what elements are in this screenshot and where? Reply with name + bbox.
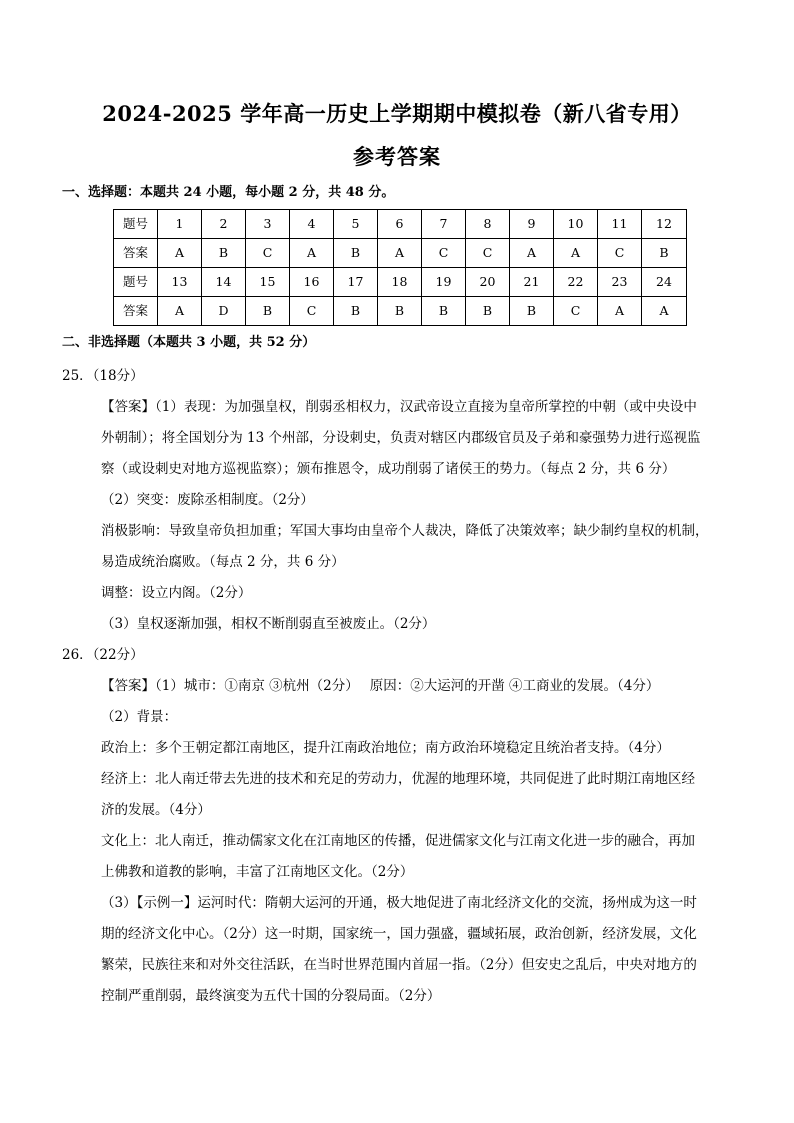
page-subtitle: 参考答案 [353,144,441,169]
answer-table-cell: 6 [378,210,422,239]
answer-table-cell: 5 [334,210,378,239]
answer-table-cell: A [598,297,642,326]
answer-table-cell: 10 [554,210,598,239]
section-heading-choice: 一、选择题：本题共 24 小题，每小题 2 分，共 48 分。 [62,185,395,200]
answer-table-cell: B [422,297,466,326]
answer-table-cell: D [202,297,246,326]
answer-table-cell: 15 [246,268,290,297]
answer-table-cell: B [334,239,378,268]
answer-table-cell: 1 [158,210,202,239]
q25-line: 消极影响：导致皇帝负担加重；军国大事均由皇帝个人裁决，降低了决策效率；缺少制约皇权的机制， [101,523,709,539]
answer-table [113,209,687,326]
answer-table-cell: C [422,239,466,268]
answer-table-cell: A [642,297,687,326]
question-25-number: 25．（18分） [62,368,144,384]
answer-table-cell: 2 [202,210,246,239]
section-heading-nonchoice: 二、非选择题（本题共 3 小题，共 52 分） [62,335,316,350]
answer-table-cell: 9 [510,210,554,239]
answer-table-row-label: 题号 [114,210,158,239]
answer-table-cell: 23 [598,268,642,297]
answer-table-cell: 3 [246,210,290,239]
q25-line: （2）突变：废除丞相制度。（2分） [101,492,314,508]
question-26-number: 26．（22分） [62,647,144,663]
answer-table-cell: C [554,297,598,326]
q25-line: （3）皇权逐渐加强，相权不断削弱直至被废止。（2分） [101,616,436,632]
q25-line: 外朝制）；将全国划分为 13 个州部，分设刺史，负责对辖区内郡级官员及子弟和豪强势力进行巡视监 [101,430,701,446]
answer-table-row [114,239,687,268]
answer-table-cell: 20 [466,268,510,297]
answer-table-cell: 4 [290,210,334,239]
answer-table-row-label: 答案 [114,297,158,326]
answer-table-row [114,297,687,326]
answer-table-cell: 21 [510,268,554,297]
answer-table-cell: 17 [334,268,378,297]
answer-table-cell: C [598,239,642,268]
answer-table-cell: 12 [642,210,687,239]
q25-line: 易造成统治腐败。（每点 2 分，共 6 分） [101,554,345,570]
answer-table-cell: 13 [158,268,202,297]
page-title: 2024-2025 学年高一历史上学期期中模拟卷（新八省专用） [102,101,692,126]
q26-line: （3）【示例一】运河时代：隋朝大运河的开通，极大地促进了南北经济文化的交流，扬州成为这一时 [101,895,697,911]
answer-table-cell: B [202,239,246,268]
answer-table-cell: B [510,297,554,326]
answer-table-cell: C [466,239,510,268]
q26-line: 【答案】（1）城市：①南京 ③杭州（2分） 原因：②大运河的开凿 ④工商业的发展。（4分） [101,678,660,694]
q26-line: 济的发展。（4分） [101,802,211,818]
q25-line: 调整：设立内阁。（2分） [101,585,252,601]
answer-table-cell: B [466,297,510,326]
answer-table-cell: 7 [422,210,466,239]
q25-line: 【答案】（1）表现：为加强皇权，削弱丞相权力，汉武帝设立直接为皇帝所掌控的中朝（或中央设中 [101,399,697,415]
answer-table-cell: B [378,297,422,326]
answer-table-row-label: 答案 [114,239,158,268]
answer-table-cell: 19 [422,268,466,297]
answer-table-cell: 16 [290,268,334,297]
q26-line: 繁荣，民族往来和对外交往活跃，在当时世界范围内首屈一指。（2分）但安史之乱后，中央对地方的 [101,957,697,973]
answer-table-cell: A [554,239,598,268]
answer-table-cell: 11 [598,210,642,239]
q26-line: 政治上：多个王朝定都江南地区，提升江南政治地位；南方政治环境稳定且统治者支持。（4分） [101,740,670,756]
answer-table-cell: A [290,239,334,268]
answer-table-cell: 18 [378,268,422,297]
answer-table-cell: C [290,297,334,326]
q26-line: （2）背景： [101,709,178,725]
answer-table-cell: C [246,239,290,268]
answer-table-cell: B [334,297,378,326]
answer-table-row [114,210,687,239]
q26-line: 期的经济文化中心。（2分）这一时期，国家统一，国力强盛，疆域拓展，政治创新，经济发展，文化 [101,926,697,942]
answer-table-row [114,268,687,297]
q26-line: 文化上：北人南迁，推动儒家文化在江南地区的传播，促进儒家文化与江南文化进一步的融合，再加 [101,833,695,849]
answer-table-cell: A [158,239,202,268]
answer-table-cell: A [510,239,554,268]
answer-table-cell: B [642,239,687,268]
answer-table-cell: 8 [466,210,510,239]
answer-table-cell: 24 [642,268,687,297]
answer-table-cell: B [246,297,290,326]
q25-line: 察（或设刺史对地方巡视监察）；颁布推恩令，成功削弱了诸侯王的势力。（每点 2 分，共 6 分） [101,461,676,477]
answer-table-cell: 14 [202,268,246,297]
answer-table-cell: 22 [554,268,598,297]
q26-line: 上佛教和道教的影响，丰富了江南地区文化。（2分） [101,864,414,880]
q26-line: 控制严重削弱，最终演变为五代十国的分裂局面。（2分） [101,988,441,1004]
answer-table-cell: A [158,297,202,326]
answer-table-cell: A [378,239,422,268]
q26-line: 经济上：北人南迁带去先进的技术和充足的劳动力，优渥的地理环境，共同促进了此时期江南地区经 [101,771,695,787]
answer-table-row-label: 题号 [114,268,158,297]
